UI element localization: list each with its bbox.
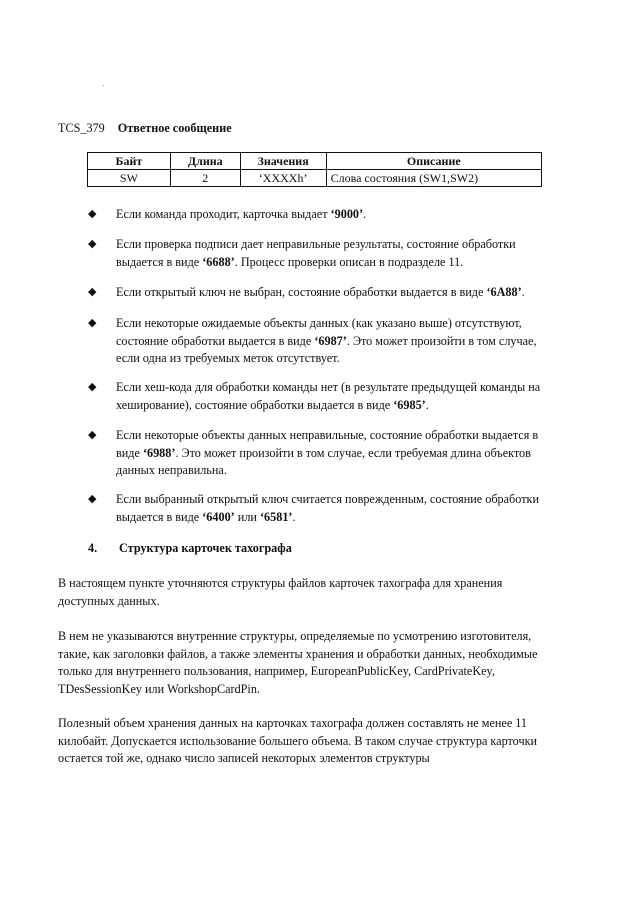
table-cell: Слова состояния (SW1,SW2) [326, 170, 541, 187]
table-header-row [88, 153, 542, 170]
requirement-heading [58, 121, 232, 136]
diamond-bullet-icon: ◆ [88, 238, 97, 250]
table-cell: ‘XXXXh’ [240, 170, 326, 187]
table-header-cell: Значения [240, 153, 326, 170]
scan-speck [103, 85, 104, 86]
bullet-text: Если хеш-кода для обработки команды нет (в результате предыдущей команды на хеширование), состояние обработки выдается в виде ‘6985’. [116, 380, 541, 412]
table-header-cell: Байт [88, 153, 171, 170]
bullet-text: Если некоторые объекты данных неправильные, состояние обработки выдается в виде ‘6988’. Это может произойти в том случае, если требуемая длина объектов данных неправильна. [116, 428, 539, 477]
section-number: 4. [88, 541, 98, 555]
diamond-bullet-icon: ◆ [88, 317, 97, 329]
diamond-bullet-icon: ◆ [88, 429, 97, 441]
diamond-bullet-icon: ◆ [88, 286, 97, 298]
response-table [87, 152, 542, 187]
paragraph: В настоящем пункте уточняются структуры файлов карточек тахографа для хранения доступных данных. [58, 576, 503, 608]
table-cell: SW [88, 170, 171, 187]
bullet-text: Если открытый ключ не выбран, состояние обработки выдается в виде ‘6A88’. [116, 285, 525, 299]
paragraph: В нем не указываются внутренние структуры, определяемые по усмотрению изготовителя, такие, как заголовки файлов, а также элементы хранения и обработки данных, необходимые только для внутреннего пользования, например, EuropeanPublicKey, CardPrivateKey, TDesSessionKey или WorkshopCardPin. [58, 629, 538, 696]
table-row [88, 170, 542, 187]
requirement-code: TCS_379 [58, 121, 105, 135]
diamond-bullet-icon: ◆ [88, 493, 97, 505]
bullet-text: Если проверка подписи дает неправильные результаты, состояние обработки выдается в виде ‘6688’. Процесс проверки описан в подразделе 11. [116, 237, 516, 269]
bullet-text: Если команда проходит, карточка выдает ‘9000’. [116, 207, 367, 221]
section-heading [88, 541, 292, 556]
diamond-bullet-icon: ◆ [88, 208, 97, 220]
bullet-text: Если некоторые ожидаемые объекты данных (как указано выше) отсутствуют, состояние обработки выдается в виде ‘6987’. Это может произойти в том случае, если одна из требуемых меток отсутствует. [116, 316, 537, 365]
table-header-cell: Описание [326, 153, 541, 170]
section-title: Структура карточек тахографа [119, 541, 292, 555]
bullet-text: Если выбранный открытый ключ считается поврежденным, состояние обработки выдается в виде ‘6400’ или ‘6581’. [116, 492, 539, 524]
requirement-title: Ответное сообщение [117, 121, 232, 135]
table-header-cell: Длина [170, 153, 240, 170]
diamond-bullet-icon: ◆ [88, 381, 97, 393]
table-cell: 2 [170, 170, 240, 187]
paragraph: Полезный объем хранения данных на карточках тахографа должен составлять не менее 11 килобайт. Допускается использование большего объема. В таком случае структура карточки остается той же, однако число записей некоторых элементов структуры [58, 716, 538, 765]
